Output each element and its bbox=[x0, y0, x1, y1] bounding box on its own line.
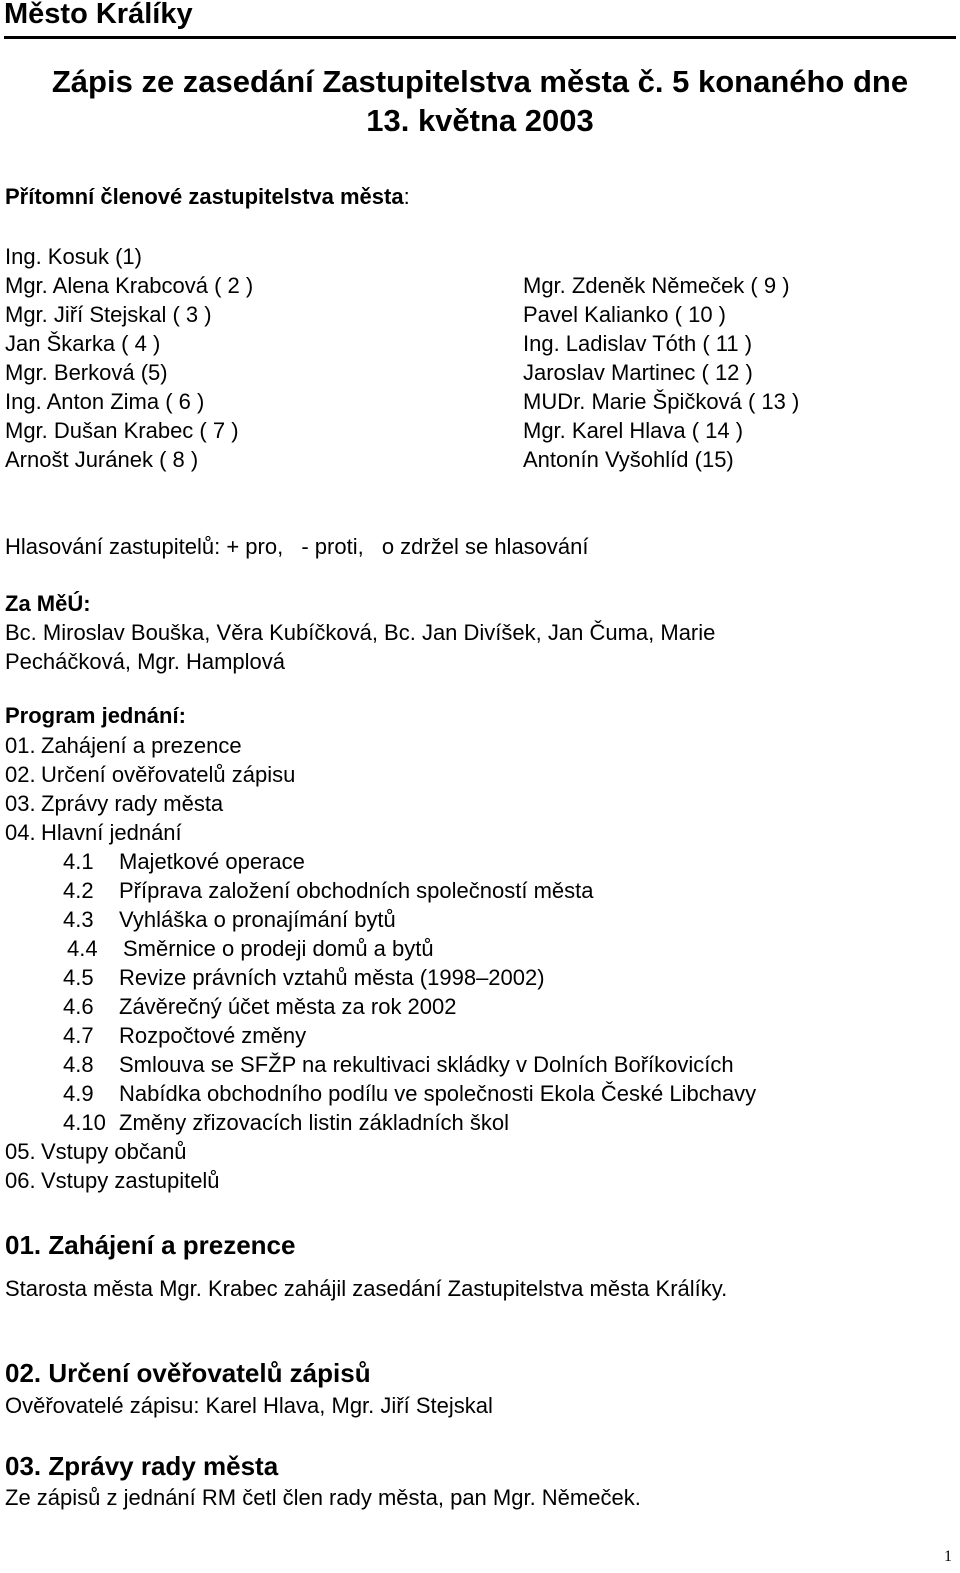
voting-legend bbox=[5, 534, 589, 560]
program-subitem-text: Vyhláška o pronajímání bytů bbox=[119, 907, 396, 932]
program-item bbox=[5, 760, 905, 789]
program-subitem bbox=[5, 876, 905, 905]
member-item: MUDr. Marie Špičková ( 13 ) bbox=[523, 389, 800, 414]
member-item: Mgr. Berková (5) bbox=[5, 360, 168, 385]
program-item-num: 04. bbox=[5, 820, 36, 845]
program-list bbox=[5, 731, 905, 1195]
program-subitem-num: 4.8 bbox=[63, 1052, 94, 1077]
present-label-text: Přítomní členové zastupitelstva města bbox=[5, 184, 404, 209]
program-subitem bbox=[5, 1021, 905, 1050]
program-subitem bbox=[5, 992, 905, 1021]
member-item: Arnošt Juránek ( 8 ) bbox=[5, 447, 199, 472]
present-colon: : bbox=[403, 184, 410, 209]
program-item-text: Hlavní jednání bbox=[41, 820, 182, 845]
member-item: Ing. Ladislav Tóth ( 11 ) bbox=[523, 331, 753, 356]
voting-for: Hlasování zastupitelů: + pro, bbox=[5, 534, 284, 559]
program-item bbox=[5, 731, 905, 760]
program-item bbox=[5, 818, 905, 847]
program-item-text: Určení ověřovatelů zápisu bbox=[41, 762, 296, 787]
program-item bbox=[5, 1166, 905, 1195]
program-item bbox=[5, 1137, 905, 1166]
program-item-text: Zprávy rady města bbox=[41, 791, 224, 816]
program-item-num: 03. bbox=[5, 791, 36, 816]
program-subitem bbox=[5, 847, 905, 876]
program-subitem-num: 4.3 bbox=[63, 907, 94, 932]
section-heading-03: 03. Zprávy rady města bbox=[5, 1451, 279, 1481]
member-item: Antonín Vyšohlíd (15) bbox=[523, 447, 734, 472]
present-members-label bbox=[5, 184, 410, 210]
program-subitem-text: Rozpočtové změny bbox=[119, 1023, 307, 1048]
program-subitem bbox=[5, 1050, 905, 1079]
header-rule bbox=[4, 36, 956, 39]
program-item bbox=[5, 789, 905, 818]
meu-line1: Bc. Miroslav Bouška, Věra Kubíčková, Bc. Jan Divíšek, Jan Čuma, Marie bbox=[5, 620, 716, 645]
member-item: Mgr. Jiří Stejskal ( 3 ) bbox=[5, 302, 212, 327]
program-subitem-num: 4.5 bbox=[63, 965, 94, 990]
member-item: Mgr. Alena Krabcová ( 2 ) bbox=[5, 273, 254, 298]
member-item: Mgr. Dušan Krabec ( 7 ) bbox=[5, 418, 239, 443]
member-item: Ing. Anton Zima ( 6 ) bbox=[5, 389, 205, 414]
program-subitem-text: Směrnice o prodeji domů a bytů bbox=[123, 936, 434, 961]
member-item: Ing. Kosuk (1) bbox=[5, 244, 142, 269]
program-subitem bbox=[5, 1108, 905, 1137]
member-item: Mgr. Karel Hlava ( 14 ) bbox=[523, 418, 744, 443]
town-header: Město Králíky bbox=[4, 0, 193, 30]
program-item-num: 01. bbox=[5, 733, 36, 758]
meu-label: Za MěÚ: bbox=[5, 591, 91, 616]
program-subitem-text: Revize právních vztahů města (1998–2002) bbox=[119, 965, 545, 990]
section-body-01: Starosta města Mgr. Krabec zahájil zasedání Zastupitelstva města Králíky. bbox=[5, 1276, 728, 1301]
program-item-text: Vstupy zastupitelů bbox=[41, 1168, 220, 1193]
section-body-03: Ze zápisů z jednání RM četl člen rady města, pan Mgr. Němeček. bbox=[5, 1485, 641, 1510]
meu-line2: Pecháčková, Mgr. Hamplová bbox=[5, 649, 286, 674]
document-title-line2: 13. května 2003 bbox=[366, 103, 594, 138]
section-heading-01: 01. Zahájení a prezence bbox=[5, 1230, 296, 1260]
program-subitem-num: 4.7 bbox=[63, 1023, 94, 1048]
program-subitem-text: Příprava založení obchodních společností města bbox=[119, 878, 594, 903]
member-item: Pavel Kalianko ( 10 ) bbox=[523, 302, 726, 327]
program-subitem-text: Majetkové operace bbox=[119, 849, 305, 874]
program-subitem-num: 4.6 bbox=[63, 994, 94, 1019]
program-item-num: 05. bbox=[5, 1139, 36, 1164]
document-title-line1: Zápis ze zasedání Zastupitelstva města č. 5 konaného dne bbox=[51, 64, 909, 99]
page-number: 1 bbox=[944, 1548, 952, 1565]
members-right-column bbox=[523, 271, 799, 474]
program-subitem-num: 4.4 bbox=[67, 936, 98, 961]
program-subitem-text: Nabídka obchodního podílu ve společnosti Ekola České Libchavy bbox=[119, 1081, 757, 1106]
section-heading-02: 02. Určení ověřovatelů zápisů bbox=[5, 1358, 371, 1388]
program-subitem-text: Závěrečný účet města za rok 2002 bbox=[119, 994, 457, 1019]
members-left-column bbox=[5, 242, 253, 474]
member-item: Jaroslav Martinec ( 12 ) bbox=[523, 360, 753, 385]
voting-abstain: o zdržel se hlasování bbox=[381, 534, 589, 559]
program-label: Program jednání: bbox=[5, 703, 186, 728]
program-item-num: 02. bbox=[5, 762, 36, 787]
program-subitem-num: 4.1 bbox=[63, 849, 94, 874]
program-subitem bbox=[5, 934, 905, 963]
program-subitem bbox=[5, 905, 905, 934]
program-subitem bbox=[5, 963, 905, 992]
program-item-num: 06. bbox=[5, 1168, 36, 1193]
voting-against: - proti, bbox=[301, 534, 364, 559]
program-item-text: Zahájení a prezence bbox=[41, 733, 242, 758]
program-subitem-num: 4.2 bbox=[63, 878, 94, 903]
program-subitem-text: Změny zřizovacích listin základních škol bbox=[119, 1110, 510, 1135]
program-subitem-num: 4.10 bbox=[63, 1110, 106, 1135]
program-subitem-text: Smlouva se SFŽP na rekultivaci skládky v Dolních Boříkovicích bbox=[119, 1052, 734, 1077]
section-body-02: Ověřovatelé zápisu: Karel Hlava, Mgr. Jiří Stejskal bbox=[5, 1393, 493, 1418]
program-subitem-num: 4.9 bbox=[63, 1081, 94, 1106]
program-item-text: Vstupy občanů bbox=[41, 1139, 187, 1164]
program-subitem bbox=[5, 1079, 905, 1108]
member-item: Jan Škarka ( 4 ) bbox=[5, 331, 161, 356]
member-item: Mgr. Zdeněk Němeček ( 9 ) bbox=[523, 273, 790, 298]
